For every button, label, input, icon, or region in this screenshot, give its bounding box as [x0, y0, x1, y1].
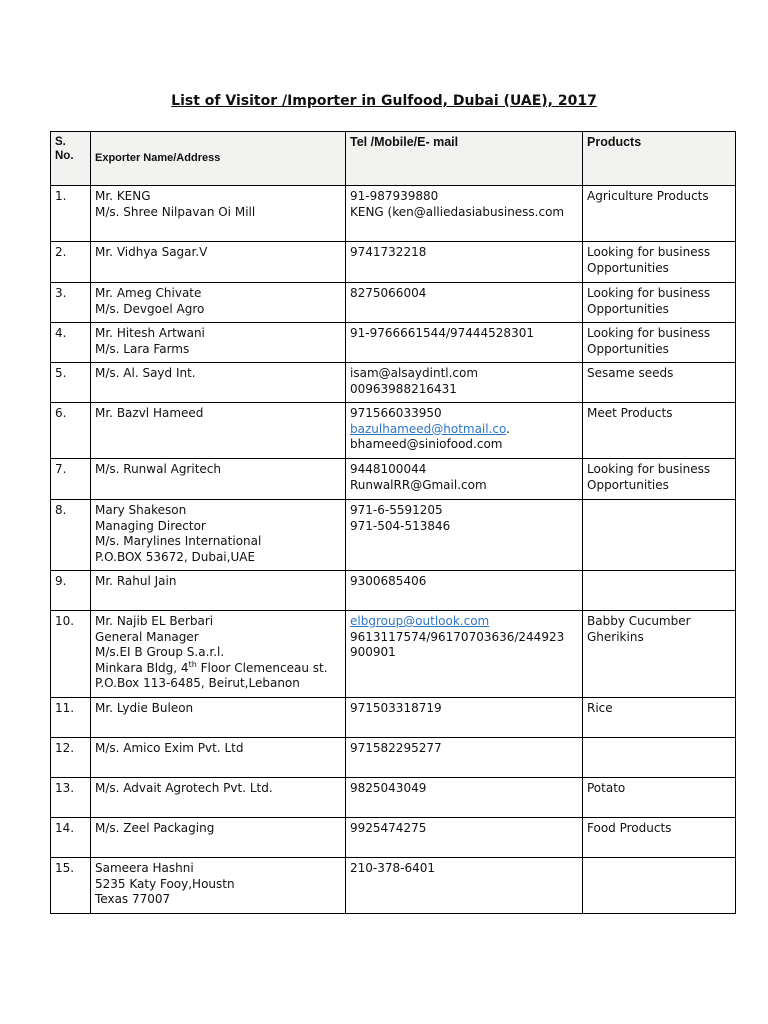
- cell-sno: 3.: [51, 283, 91, 323]
- email-link-line: bazulhameed@hotmail.co.: [350, 421, 510, 436]
- cell-sno: 13.: [51, 778, 91, 818]
- cell-contact: [346, 459, 583, 500]
- cell-sno: 15.: [51, 858, 91, 914]
- cell-name: [91, 698, 346, 738]
- contact-line: 971503318719: [350, 701, 442, 715]
- name-line: Mr. Lydie Buleon: [95, 701, 194, 715]
- name-line: M/s. Shree Nilpavan Oi Mill: [95, 204, 256, 219]
- visitor-table: [50, 131, 736, 914]
- cell-contact: [346, 403, 583, 459]
- table-row: [51, 698, 736, 738]
- contact-line: 210-378-6401: [350, 861, 436, 875]
- table-row: [51, 242, 736, 283]
- cell-contact: [346, 738, 583, 778]
- table-row: [51, 611, 736, 698]
- table-row: [51, 818, 736, 858]
- cell-contact: [346, 323, 583, 363]
- cell-name: [91, 611, 346, 698]
- cell-sno: 8.: [51, 500, 91, 571]
- cell-name: [91, 459, 346, 500]
- cell-name: [91, 186, 346, 242]
- table-row: [51, 858, 736, 914]
- cell-contact: [346, 778, 583, 818]
- products-line: Looking for business: [587, 286, 711, 300]
- cell-name: [91, 363, 346, 403]
- cell-products: [583, 283, 736, 323]
- contact-line: 91-987939880: [350, 189, 439, 203]
- products-line: Potato: [587, 781, 626, 795]
- cell-products: [583, 363, 736, 403]
- cell-name: [91, 500, 346, 571]
- name-line: Mr. Rahul Jain: [95, 574, 177, 588]
- name-line: M/s. Devgoel Agro: [95, 301, 205, 316]
- contact-line: 9613117574/96170703636/244923: [350, 629, 565, 644]
- products-line: Meet Products: [587, 406, 673, 420]
- products-line: Opportunities: [587, 301, 669, 316]
- header-products: Products: [583, 132, 736, 186]
- cell-sno: 5.: [51, 363, 91, 403]
- name-line: P.O.Box 113-6485, Beirut,Lebanon: [95, 676, 300, 691]
- header-sno: S. No.: [51, 132, 91, 186]
- cell-products: [583, 323, 736, 363]
- name-line: M/s. Lara Farms: [95, 341, 190, 356]
- contact-line: 91-9766661544/97444528301: [350, 326, 534, 340]
- cell-products: [583, 242, 736, 283]
- name-line: M/s. Amico Exim Pvt. Ltd: [95, 741, 244, 755]
- address-line: Minkara Bldg, 4th Floor Clemenceau st.: [95, 659, 328, 675]
- cell-products: [583, 611, 736, 698]
- name-line: M/s. Advait Agrotech Pvt. Ltd.: [95, 781, 273, 795]
- email-link[interactable]: bazulhameed@hotmail.co: [350, 421, 507, 436]
- cell-sno: 1.: [51, 186, 91, 242]
- table-row: [51, 363, 736, 403]
- products-line: Looking for business: [587, 245, 711, 259]
- products-line: Sesame seeds: [587, 366, 674, 380]
- header-name-address: Exporter Name/Address: [91, 132, 346, 186]
- cell-name: [91, 242, 346, 283]
- cell-name: [91, 778, 346, 818]
- contact-line: 9448100044: [350, 462, 427, 476]
- cell-products: [583, 186, 736, 242]
- contact-line: 971-504-513846: [350, 518, 451, 533]
- contact-line: 9741732218: [350, 245, 427, 259]
- products-line: Looking for business: [587, 326, 711, 340]
- cell-products: [583, 500, 736, 571]
- products-line: Opportunities: [587, 341, 669, 356]
- cell-products: [583, 459, 736, 500]
- cell-products: [583, 698, 736, 738]
- table-row: [51, 403, 736, 459]
- cell-contact: [346, 818, 583, 858]
- name-line: Managing Director: [95, 518, 206, 533]
- cell-contact: [346, 698, 583, 738]
- table-row: [51, 323, 736, 363]
- cell-products: [583, 738, 736, 778]
- name-line: Sameera Hashni: [95, 861, 194, 875]
- name-line: 5235 Katy Fooy,Houstn: [95, 876, 235, 891]
- cell-products: [583, 818, 736, 858]
- contact-line: 971582295277: [350, 741, 442, 755]
- products-line: Agriculture Products: [587, 189, 709, 203]
- contact-line: 9925474275: [350, 821, 427, 835]
- name-line: M/s. Al. Sayd Int.: [95, 366, 196, 380]
- cell-sno: 14.: [51, 818, 91, 858]
- name-line: Mr. Bazvl Hameed: [95, 406, 204, 420]
- cell-sno: 12.: [51, 738, 91, 778]
- cell-name: [91, 283, 346, 323]
- name-line: P.O.BOX 53672, Dubai,UAE: [95, 549, 256, 564]
- name-line: M/s. Marylines International: [95, 534, 262, 549]
- cell-sno: 4.: [51, 323, 91, 363]
- contact-line: 9825043049: [350, 781, 427, 795]
- cell-name: [91, 323, 346, 363]
- name-line: M/s.EI B Group S.a.r.l.: [95, 645, 225, 660]
- cell-contact: [346, 186, 583, 242]
- name-line: General Manager: [95, 629, 199, 644]
- cell-sno: 7.: [51, 459, 91, 500]
- cell-products: [583, 571, 736, 611]
- email-link-line: [350, 614, 578, 630]
- cell-name: [91, 403, 346, 459]
- products-line: Looking for business: [587, 462, 711, 476]
- table-row: [51, 778, 736, 818]
- email-link[interactable]: elbgroup@outlook.com: [350, 614, 490, 628]
- table-row: [51, 186, 736, 242]
- contact-line: KENG (ken@alliedasiabusiness.com: [350, 204, 565, 219]
- contact-line: 971-6-5591205: [350, 503, 443, 517]
- cell-contact: [346, 363, 583, 403]
- name-line: Mary Shakeson: [95, 503, 187, 517]
- table-row: [51, 571, 736, 611]
- page-title: List of Visitor /Importer in Gulfood, Dubai (UAE), 2017: [171, 93, 597, 109]
- table-header-row: [51, 132, 736, 186]
- cell-name: [91, 571, 346, 611]
- cell-sno: 2.: [51, 242, 91, 283]
- cell-contact: [346, 500, 583, 571]
- table-row: [51, 459, 736, 500]
- cell-contact: [346, 611, 583, 698]
- cell-sno: 6.: [51, 403, 91, 459]
- name-line: Mr. Najib EL Berbari: [95, 614, 214, 628]
- name-line: M/s. Runwal Agritech: [95, 462, 221, 476]
- cell-products: [583, 778, 736, 818]
- products-line: Food Products: [587, 821, 672, 835]
- contact-line: 971566033950: [350, 406, 442, 420]
- cell-contact: [346, 242, 583, 283]
- contact-line: 8275066004: [350, 286, 427, 300]
- ordinal-suffix: th: [188, 659, 197, 669]
- contact-line: 900901: [350, 645, 396, 660]
- email-line: bhameed@siniofood.com: [350, 437, 503, 452]
- cell-products: [583, 403, 736, 459]
- table-row: [51, 283, 736, 323]
- products-line: Rice: [587, 701, 613, 715]
- cell-sno: 11.: [51, 698, 91, 738]
- name-line: Mr. Hitesh Artwani: [95, 326, 205, 340]
- table-row: [51, 738, 736, 778]
- name-line: Mr. KENG: [95, 189, 151, 203]
- cell-contact: [346, 571, 583, 611]
- table-row: [51, 500, 736, 571]
- name-line: Mr. Vidhya Sagar.V: [95, 245, 208, 259]
- cell-name: [91, 858, 346, 914]
- name-line: Mr. Ameg Chivate: [95, 286, 202, 300]
- name-line: Texas 77007: [95, 892, 171, 907]
- products-line: Gherikins: [587, 629, 644, 644]
- products-line: Opportunities: [587, 477, 669, 492]
- name-line: M/s. Zeel Packaging: [95, 821, 215, 835]
- cell-products: [583, 858, 736, 914]
- contact-line: 9300685406: [350, 574, 427, 588]
- products-line: Babby Cucumber: [587, 614, 691, 628]
- contact-line: 00963988216431: [350, 381, 457, 396]
- cell-sno: 10.: [51, 611, 91, 698]
- header-contact: Tel /Mobile/E- mail: [346, 132, 583, 186]
- cell-name: [91, 738, 346, 778]
- cell-contact: [346, 283, 583, 323]
- cell-name: [91, 818, 346, 858]
- cell-contact: [346, 858, 583, 914]
- cell-sno: 9.: [51, 571, 91, 611]
- email-line: isam@alsaydintl.com: [350, 366, 479, 380]
- products-line: Opportunities: [587, 260, 669, 275]
- email-line: RunwalRR@Gmail.com: [350, 477, 487, 492]
